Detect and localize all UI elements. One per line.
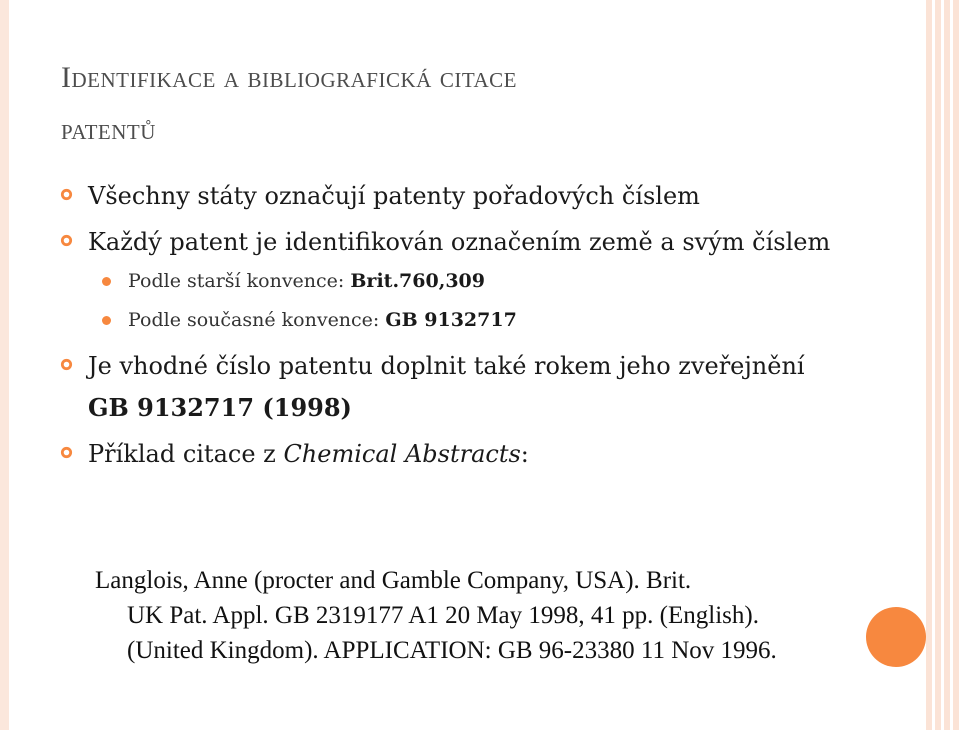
- bullet-ring-icon: [60, 358, 73, 371]
- sub-bullet-text: Podle současné konvence:: [128, 309, 386, 331]
- bullet-list: [60, 175, 840, 479]
- bullet-item: [60, 221, 840, 263]
- sub-bullet-dot-icon: [102, 316, 111, 325]
- bullet-italic: Chemical Abstracts: [283, 440, 521, 468]
- bullet-item: [60, 345, 840, 429]
- sub-bullet-item: [60, 267, 840, 296]
- right-decor-stripes: [926, 0, 960, 730]
- bullet-text: Je vhodné číslo patentu doplnit také rokem jeho zveřejnění: [88, 352, 805, 380]
- citation-rest: UK Pat. Appl. GB 2319177 A1 20 May 1998, 41 pp. (English). (United Kingdom). APPLICATION: GB 96-23380 11 Nov 1996.: [127, 602, 777, 664]
- bullet-ring-icon: [60, 188, 73, 201]
- sub-bullet-bold: GB 9132717: [385, 309, 517, 331]
- citation-first-line: Langlois, Anne (procter and Gamble Company, USA). Brit.: [95, 567, 692, 594]
- bullet-item: [60, 175, 840, 217]
- bullet-ring-icon: [60, 234, 73, 247]
- bullet-text: Příklad citace z: [88, 440, 284, 468]
- decor-circle: [866, 607, 926, 667]
- bullet-bold: GB 9132717 (1998): [88, 393, 352, 422]
- bullet-text-after: :: [520, 440, 529, 468]
- title-line-1: Identifikace a bibliografická citace: [61, 61, 517, 94]
- citation-block: [95, 563, 815, 668]
- sub-bullet-bold: Brit.760,309: [350, 270, 485, 292]
- bullet-item: [60, 433, 840, 475]
- bullet-text: Všechny státy označují patenty pořadových číslem: [88, 182, 700, 210]
- sub-bullet-item: [60, 306, 840, 335]
- sub-bullet-text: Podle starší konvence:: [128, 270, 351, 292]
- title-line-2: patentů: [61, 113, 156, 146]
- left-decor-bar: [0, 0, 9, 730]
- sub-bullet-dot-icon: [102, 277, 111, 286]
- slide-title: [61, 52, 841, 156]
- bullet-text: Každý patent je identifikován označením země a svým číslem: [88, 228, 831, 256]
- bullet-ring-icon: [60, 446, 73, 459]
